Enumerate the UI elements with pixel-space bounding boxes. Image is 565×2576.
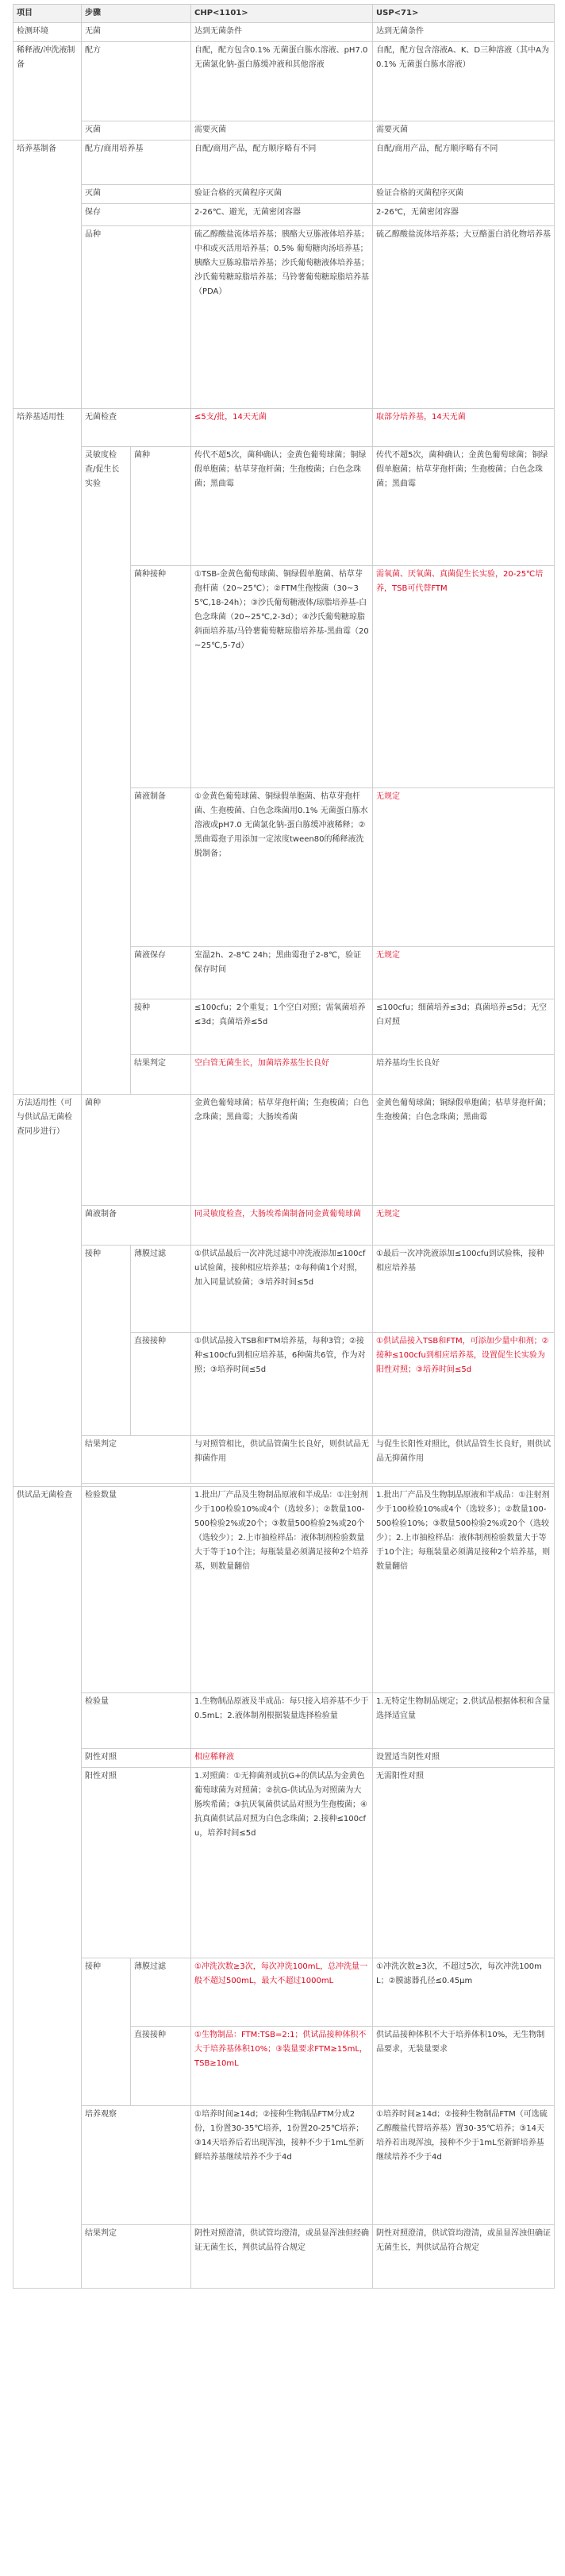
cell: 菌液保存 <box>131 947 191 999</box>
cell: 方法适用性（可与供试品无菌检查同步进行） <box>13 1095 82 1487</box>
cell: 同灵敏度检查，大肠埃希菌制备同金黄葡萄球菌 <box>191 1206 373 1246</box>
cell: 结果判定 <box>131 1055 191 1095</box>
cell: 阳性对照 <box>82 1768 191 1958</box>
cell: 与对照管相比，供试品管菌生长良好，则供试品无抑菌作用 <box>191 1436 373 1484</box>
cell: 灵敏度检查/促生长实验 <box>82 447 131 1095</box>
table-row <box>13 185 555 204</box>
header-chp: CHP<1101> <box>191 5 373 23</box>
table-row <box>13 1436 555 1484</box>
cell: 达到无菌条件 <box>373 23 555 42</box>
cell: ①培养时间≥14d；②接种生物制品FTM分成2份，1份置30-35℃培养，1份置20-25℃培养；③14天培养后若出现浑浊，接种不少于1mL至新鲜培养基继续培养不少于4d <box>191 2106 373 2225</box>
cell: 阴性对照澄清，供试管均澄清，或虽显浑浊但确证无菌生长，判供试品符合规定 <box>373 2225 555 2289</box>
cell: 检测环境 <box>13 23 82 42</box>
cell: 接种 <box>82 1246 131 1436</box>
cell: 检验量 <box>82 1693 191 1749</box>
table-row <box>13 409 555 447</box>
cell: 金黄色葡萄球菌；铜绿假单胞菌；枯草芽孢杆菌；生孢梭菌；白色念珠菌；黑曲霉 <box>373 1095 555 1206</box>
cell: 自配/商用产品，配方顺序略有不同 <box>191 141 373 185</box>
header-usp: USP<71> <box>373 5 555 23</box>
cell: ≤5支/批，14天无菌 <box>191 409 373 447</box>
cell: ①TSB-金黄色葡萄球菌、铜绿假单胞菌、枯草芽孢杆菌（20~25℃）；②FTM生孢梭菌（30~35℃,18-24h）；③沙氏葡萄糖液体/琼脂培养基-白色念珠菌（20~25℃,2-3d）；④沙氏葡萄糖琼脂斜面培养基/马铃薯葡萄糖琼脂培养基-黑曲霉（20~25℃,5-7d） <box>191 566 373 788</box>
table-row <box>13 1487 555 1693</box>
cell: 灭菌 <box>82 121 191 141</box>
cell: 薄膜过滤 <box>131 1958 191 2027</box>
cell: 1.无特定生物制品规定；2.供试品根据体积和含量选择适宜量 <box>373 1693 555 1749</box>
cell: 1.批出厂产品及生物制品原液和半成品：①注射剂少于100检验10%或4个（选较多）；②数量100-500检验10%；③数量500检验2%或20个（选较少）；2.上市抽检样品：液体制剂检验数量大于等于10个注；每瓶装量必须满足接种2个培养基，则数量翻倍 <box>373 1487 555 1693</box>
cell: 无菌 <box>82 23 191 42</box>
cell: 验证合格的灭菌程序灭菌 <box>373 185 555 204</box>
cell: 无规定 <box>373 1206 555 1246</box>
cell: ①供试品最后一次冲洗过滤中冲洗液添加≤100cfu试验菌，接种相应培养基；②每种菌1个对照，加入同量试验菌；③培养时间≤5d <box>191 1246 373 1333</box>
table-row <box>13 1246 555 1333</box>
cell: 自配/商用产品，配方顺序略有不同 <box>373 141 555 185</box>
cell: 硫乙醇酸盐流体培养基；胰酪大豆胨液体培养基；中和或灭活用培养基；0.5% 葡萄糖肉汤培养基；胰酪大豆胨琼脂培养基；沙氏葡萄糖液体培养基；沙氏葡萄糖琼脂培养基；马铃薯葡萄糖琼脂培养基（PDA） <box>191 226 373 409</box>
cell: 配方 <box>82 42 191 121</box>
header-step: 步骤 <box>82 5 191 23</box>
cell: 1.批出厂产品及生物制品原液和半成品：①注射剂少于100检验10%或4个（选较多）；②数量100-500检验2%或20个；③数量500检验2%或20个（选较少）；2.上市抽检样品：液体制剂检验数量大于等于10个注；每瓶装量必须满足接种2个培养基，则数量翻倍 <box>191 1487 373 1693</box>
cell: 品种 <box>82 226 191 409</box>
cell: 室温2h、2-8℃ 24h；黑曲霉孢子2-8℃，验证保存时间 <box>191 947 373 999</box>
cell: 菌种 <box>131 447 191 566</box>
cell: 供试品无菌检查 <box>13 1487 82 2289</box>
cell: 无需阳性对照 <box>373 1768 555 1958</box>
cell: 设置适当阴性对照 <box>373 1749 555 1768</box>
cell: 直接接种 <box>131 1333 191 1436</box>
cell: 验证合格的灭菌程序灭菌 <box>191 185 373 204</box>
cell: 1.生物制品原液及半成品：每只接入培养基不少于0.5mL；2.液体制剂根据装量选择检验量 <box>191 1693 373 1749</box>
comparison-table-wrapper <box>13 4 554 2572</box>
cell: ①最后一次冲洗液添加≤100cfu到试验株，接种相应培养基 <box>373 1246 555 1333</box>
cell: 相应稀释液 <box>191 1749 373 1768</box>
cell: ①供试品接入TSB和FTM培养基，每种3管；②接种≤100cfu到相应培养基，6种菌共6管，作为对照；③培养时间≤5d <box>191 1333 373 1436</box>
cell: 供试品接种体积不大于培养体积10%，无生物制品要求，无装量要求 <box>373 2027 555 2106</box>
cell: 直接接种 <box>131 2027 191 2106</box>
cell: ①冲洗次数≥3次，每次冲洗100mL，总冲洗量一般不超过500mL，最大不超过1000mL <box>191 1958 373 2027</box>
cell: ≤100cfu；细菌培养≤3d；真菌培养≤5d；无空白对照 <box>373 999 555 1055</box>
cell: 无规定 <box>373 788 555 947</box>
cell: 检验数量 <box>82 1487 191 1693</box>
table-row <box>13 1693 555 1749</box>
cell: 自配，配方包含溶液A、K、D三种溶液（其中A为0.1% 无菌蛋白胨水溶液） <box>373 42 555 121</box>
table-row <box>13 141 555 185</box>
cell: 培养观察 <box>82 2106 191 2225</box>
table-row <box>13 447 555 566</box>
table-row <box>13 204 555 226</box>
cell: ≤100cfu；2个重复；1个空白对照；需氧菌培养≤3d；真菌培养≤5d <box>191 999 373 1055</box>
chp-usp-comparison-table <box>13 4 555 2289</box>
table-row <box>13 23 555 42</box>
cell: 1.对照菌：①无抑菌剂或抗G+的供试品为金黄色葡萄球菌为对照菌；②抗G-供试品为对照菌为大肠埃希菌；③抗厌氧菌供试品对照为生孢梭菌；④抗真菌供试品对照为白色念珠菌；2.接种≤100cfu，培养时间≤5d <box>191 1768 373 1958</box>
cell: 无规定 <box>373 947 555 999</box>
cell: 自配，配方包含0.1% 无菌蛋白胨水溶液、pH7.0无菌氯化钠-蛋白胨缓冲液和其他溶液 <box>191 42 373 121</box>
cell: 菌种接种 <box>131 566 191 788</box>
table-row <box>13 1749 555 1768</box>
cell: ①供试品接入TSB和FTM，可添加少量中和剂；②接种≤100cfu到相应培养基，设置促生长实验为阳性对照；③培养时间≤5d <box>373 1333 555 1436</box>
cell: 2-26℃，无菌密闭容器 <box>373 204 555 226</box>
cell: 配方/商用培养基 <box>82 141 191 185</box>
table-row <box>13 2106 555 2225</box>
cell: 与促生长阳性对照比，供试品管生长良好，则供试品无抑菌作用 <box>373 1436 555 1484</box>
cell: 稀释液/冲洗液制备 <box>13 42 82 141</box>
cell: 接种 <box>82 1958 131 2106</box>
table-row <box>13 1958 555 2027</box>
table-row <box>13 121 555 141</box>
cell: 硫乙醇酸盐流体培养基；大豆酪蛋白消化物培养基 <box>373 226 555 409</box>
cell: 结果判定 <box>82 2225 191 2289</box>
cell: 需氧菌、厌氧菌、真菌促生长实验，20-25℃培养，TSB可代替FTM <box>373 566 555 788</box>
header-item: 项目 <box>13 5 82 23</box>
cell: 取部分培养基，14天无菌 <box>373 409 555 447</box>
cell: 菌种 <box>82 1095 191 1206</box>
cell: 菌液制备 <box>82 1206 191 1246</box>
table-row <box>13 2225 555 2289</box>
cell: 灭菌 <box>82 185 191 204</box>
cell: 培养基适用性 <box>13 409 82 1095</box>
cell: 2-26℃、避光，无菌密闭容器 <box>191 204 373 226</box>
cell: 达到无菌条件 <box>191 23 373 42</box>
cell: 接种 <box>131 999 191 1055</box>
cell: 保存 <box>82 204 191 226</box>
cell: ①培养时间≥14d；②接种生物制品FTM（可选硫乙醇酸盐代替培养基）置30-35℃培养；③14天培养若出现浑浊，接种不少于1mL至新鲜培养基继续培养不少于4d <box>373 2106 555 2225</box>
table-row <box>13 42 555 121</box>
cell: ①冲洗次数≥3次，不超过5次，每次冲洗100mL；②膜滤器孔径≤0.45μm <box>373 1958 555 2027</box>
cell: 空白管无菌生长，加菌培养基生长良好 <box>191 1055 373 1095</box>
table-row <box>13 1206 555 1246</box>
cell: 菌液制备 <box>131 788 191 947</box>
table-row <box>13 226 555 409</box>
cell: 需要灭菌 <box>191 121 373 141</box>
cell: ①金黄色葡萄球菌、铜绿假单胞菌、枯草芽孢杆菌、生孢梭菌、白色念珠菌用0.1% 无菌蛋白胨水溶液或pH7.0 无菌氯化钠-蛋白胨缓冲液稀释；②黑曲霉孢子用添加一定浓度tween80的稀释液洗脱制备； <box>191 788 373 947</box>
cell: 培养基制备 <box>13 141 82 409</box>
table-header-row <box>13 5 555 23</box>
table-row <box>13 1768 555 1958</box>
cell: 阴性对照澄清，供试管均澄清，或虽显浑浊但经确证无菌生长，判供试品符合规定 <box>191 2225 373 2289</box>
cell: 薄膜过滤 <box>131 1246 191 1333</box>
table-row <box>13 1095 555 1206</box>
cell: 传代不超5次，菌种确认；金黄色葡萄球菌；铜绿假单胞菌；枯草芽孢杆菌；生孢梭菌；白色念珠菌；黑曲霉 <box>191 447 373 566</box>
cell: 无菌检查 <box>82 409 191 447</box>
cell: 需要灭菌 <box>373 121 555 141</box>
cell: 培养基均生长良好 <box>373 1055 555 1095</box>
cell: 结果判定 <box>82 1436 191 1484</box>
cell: ①生物制品：FTM:TSB=2:1；供试品接种体积不大于培养基体积10%；③装量要求FTM≥15mL，TSB≥10mL <box>191 2027 373 2106</box>
cell: 阴性对照 <box>82 1749 191 1768</box>
cell: 金黄色葡萄球菌；枯草芽孢杆菌；生孢梭菌；白色念珠菌；黑曲霉；大肠埃希菌 <box>191 1095 373 1206</box>
cell: 传代不超5次，菌种确认；金黄色葡萄球菌；铜绿假单胞菌；枯草芽孢杆菌；生孢梭菌；白色念珠菌；黑曲霉 <box>373 447 555 566</box>
